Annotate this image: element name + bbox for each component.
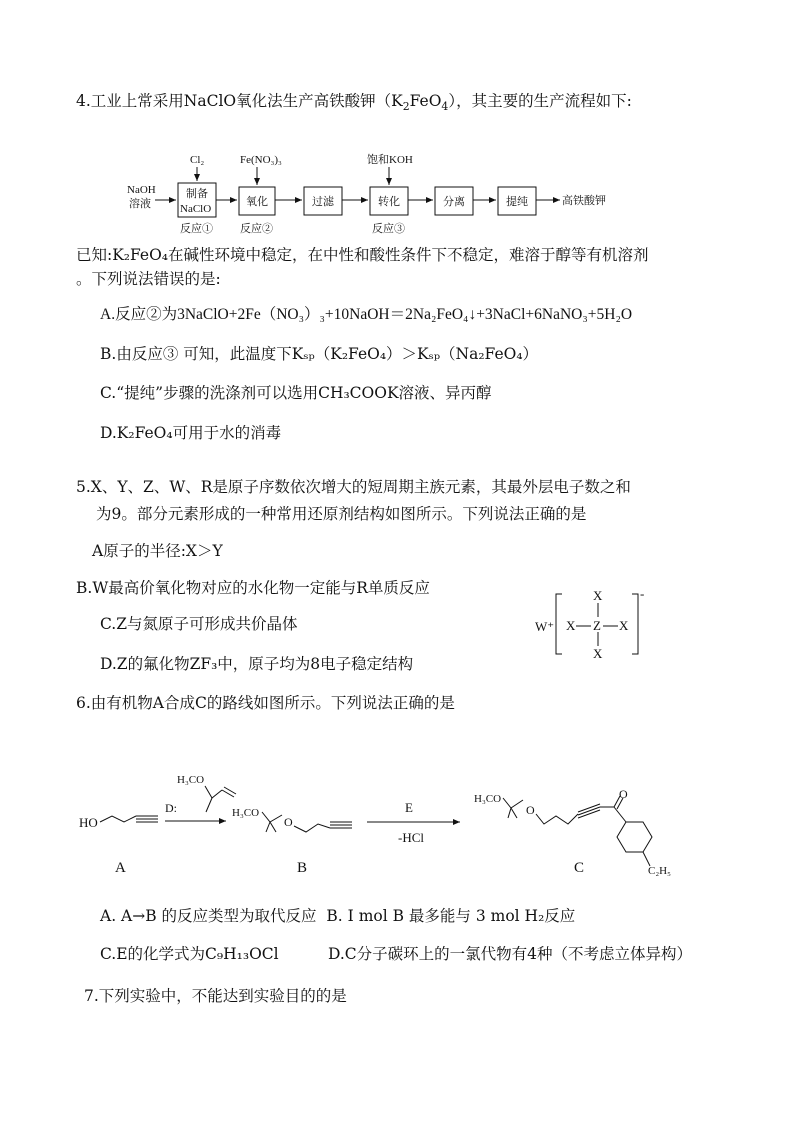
flow-step-1-reaction: 反应① [180,223,213,235]
scheme-c-ethyl: C₂H₅ [648,865,671,877]
scheme-b-label: B [297,860,308,876]
scheme-c-o2: O [619,787,628,801]
scheme-c-o1: O [526,803,535,817]
flow-input-line1: NaOH [127,184,156,196]
scheme-a-ho: HO [79,815,98,830]
flow-step-6-line1: 提纯 [506,196,528,208]
flow-step-2-reagent: Fe(NO₃)₃ [240,154,282,166]
q5-stem-line1: 5.X、Y、Z、W、R是原子序数依次增大的短周期主族元素，其最外层电子数之和 [76,478,631,496]
scheme-b-group: H₃CO [232,807,260,819]
scheme-e-reagent: E [405,800,413,815]
scheme-d-group: H₃CO [177,774,205,786]
q6-option-a: A. A→B 的反应类型为取代反应 B. I mol B 最多能与 3 mol H₂反应 [100,907,576,925]
q4-option-a: A.反应②为3NaClO+2Fe（NO₃）₃+10NaOH＝2Na₂FeO₄↓+3NaCl+6NaNO₃+5H₂O [100,306,633,323]
q7-stem: 7.下列实验中，不能达到实验目的的是 [84,987,347,1005]
q4-flow-diagram [0,145,794,245]
structure-x-right: X [619,618,629,633]
flow-step-4-reaction: 反应③ [372,223,405,235]
q6-option-b: B. I mol B 最多能与 3 mol H₂反应 [326,907,576,925]
q4-option-b: B.由反应③ 可知，此温度下Kₛₚ（K₂FeO₄）＞Kₛₚ（Na₂FeO₄） [100,345,539,363]
flow-step-5-line1: 分离 [443,196,465,208]
q5-option-c: C.Z与氮原子可形成共价晶体 [100,615,298,633]
flow-step-4-reagent: 饱和KOH [367,154,413,166]
q6-stem: 6.由有机物A合成C的路线如图所示。下列说法正确的是 [76,694,455,712]
structure-x-left: X [566,618,576,633]
q4-option-c: C.“提纯”步骤的洗涤剂可以选用CH₃COOK溶液、异丙醇 [100,384,492,402]
scheme-d-label: D: [165,801,177,815]
q5-structure-diagram [532,586,672,666]
scheme-b-o: O [284,815,293,829]
flow-step-2-reaction: 反应② [240,223,273,235]
q6-reaction-scheme [0,720,794,880]
structure-center: Z [593,618,601,633]
scheme-c-group: H₃CO [474,793,502,805]
flow-step-1-line1: 制备 [186,188,208,200]
q4-stem: 4.工业上常采用NaClO氧化法生产高铁酸钾$(K_2FeO_4)$，其主要的生产流程如下: [76,92,632,114]
scheme-e-byproduct: -HCl [398,830,424,845]
flow-step-1-reagent: Cl₂ [190,154,205,166]
flow-output: 高铁酸钾 [562,195,606,207]
q5-option-a: A原子的半径:X＞Y [92,542,223,560]
structure-x-bottom: X [593,646,603,661]
q4-option-d: D.K₂FeO₄可用于水的消毒 [100,424,282,442]
q5-option-d: D.Z的氟化物ZF₃中，原子均为8电子稳定结构 [100,655,414,673]
q5-stem-line2: 为9。部分元素形成的一种常用还原剂结构如图所示。下列说法正确的是 [96,505,587,523]
flow-step-1-line2: NaClO [180,203,212,215]
flow-step-2-line1: 氧化 [246,196,268,208]
q4-known-line1: 已知:K₂FeO₄在碱性环境中稳定，在中性和酸性条件下不稳定，难溶于醇等有机溶剂 [76,246,649,264]
flow-step-4-line1: 转化 [378,196,400,208]
structure-charge: - [640,586,645,601]
scheme-c-label: C [574,860,585,876]
q4-known-line2: 。下列说法错误的是: [76,270,221,288]
structure-cation: W⁺ [535,619,555,634]
q6-option-c: C.E的化学式为C₉H₁₃OCl [100,945,279,963]
q6-option-d: D.C分子碳环上的一氯代物有4种（不考虑立体异构） [328,945,693,963]
structure-x-top: X [593,588,603,603]
scheme-a-label: A [115,860,126,876]
flow-step-3-line1: 过滤 [312,196,334,208]
q5-option-b: B.W最高价氧化物对应的水化物一定能与R单质反应 [76,579,430,597]
flow-input-line2: 溶液 [129,198,151,210]
